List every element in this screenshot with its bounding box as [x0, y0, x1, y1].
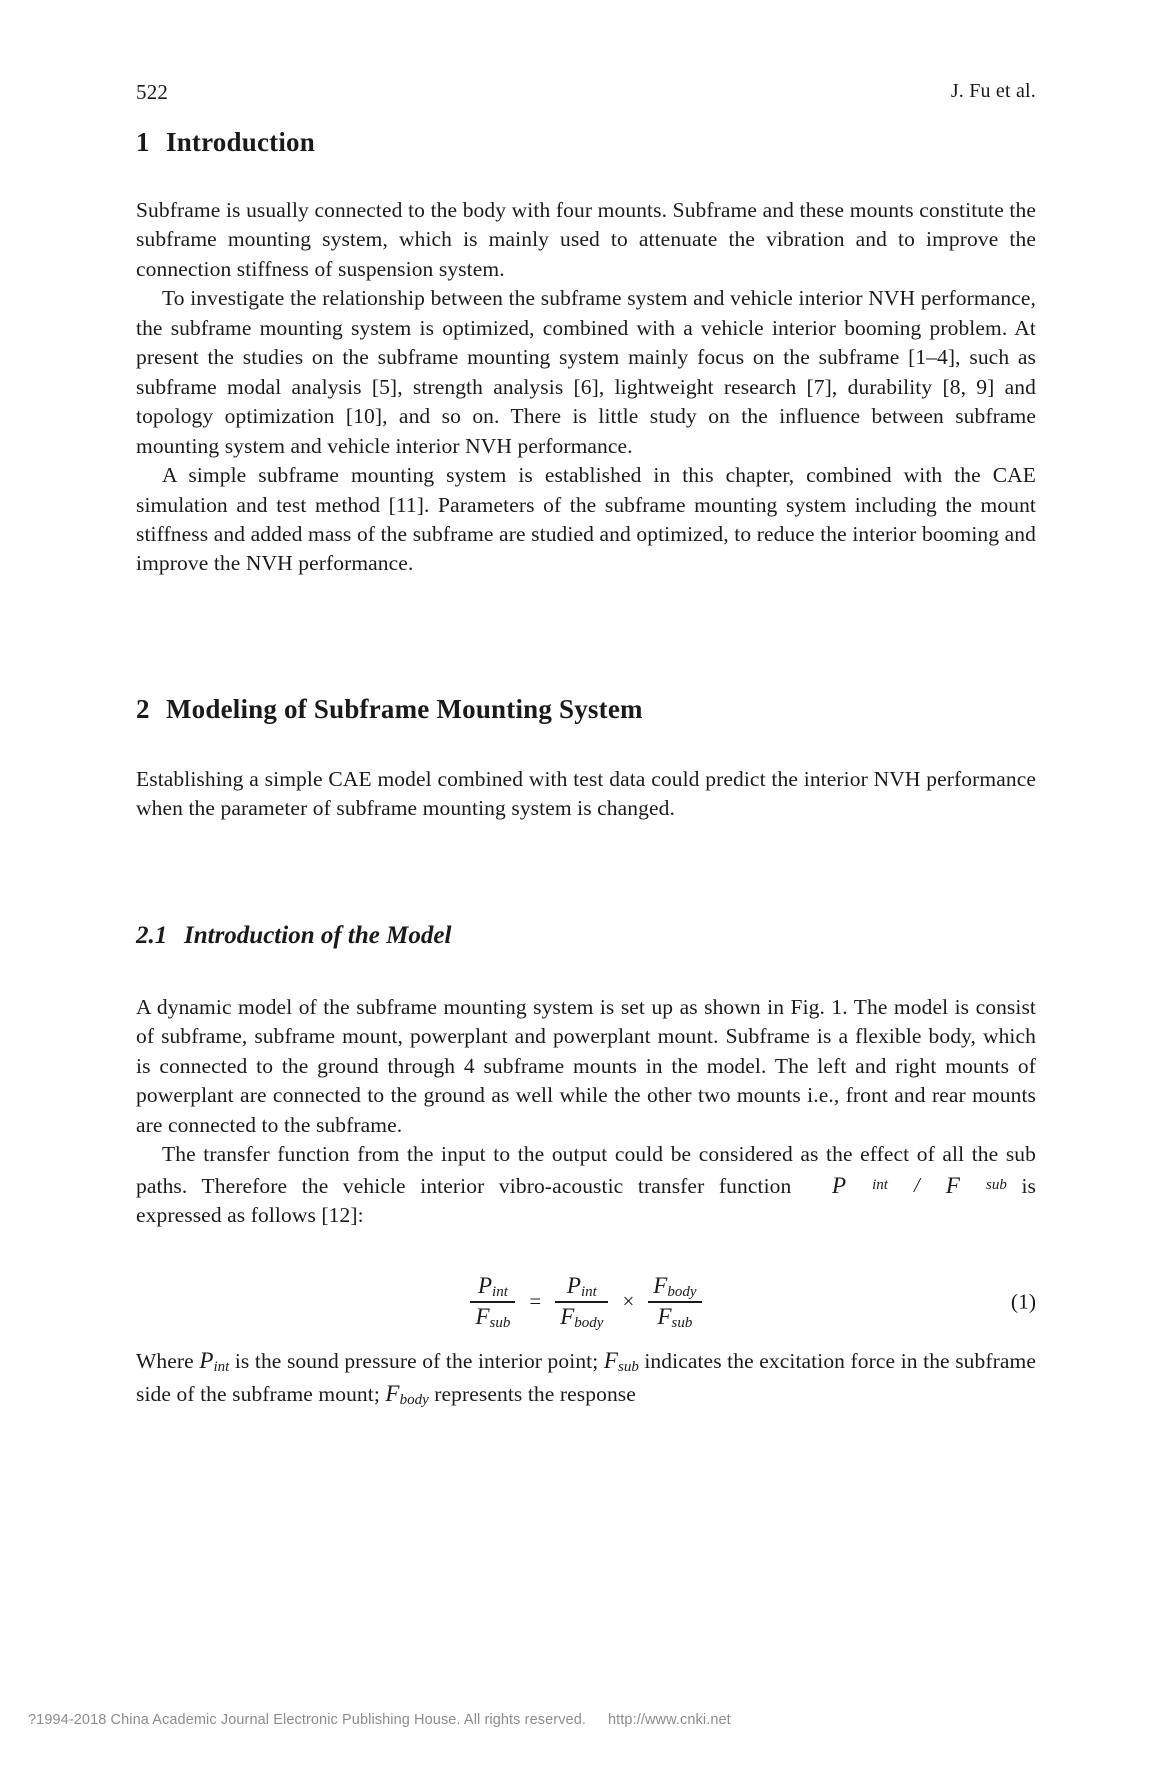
equation-number: (1) [1010, 1289, 1036, 1314]
running-head [136, 80, 1036, 105]
page-number: 522 [136, 80, 169, 104]
paragraph-text: indicates the excitation force in the subframe side of the subframe mount; [136, 1349, 1037, 1406]
inline-math-pint-fsub: P int / F sub [831, 1172, 1007, 1198]
subsection-number: 2.1 [136, 922, 168, 949]
equals-sign: = [529, 1289, 542, 1314]
subsection-title: Introduction of the Model [184, 922, 452, 949]
section-heading-introduction [136, 127, 315, 158]
paragraph-text: is the sound pressure of the interior point; [229, 1349, 604, 1373]
inline-math-fsub: Fsub [603, 1348, 639, 1375]
fraction-pint-over-fbody: $\frac{\text{Pint}}{\text{Fbody}}$ [555, 1273, 608, 1332]
paragraph: To investigate the relationship between the subframe system and vehicle interior NVH performance, the subframe mounting system is optimized, combined with a vehicle interior booming problem. At present the studies on the subframe mounting system mainly focus on the subframe [1–4], such as subframe modal analysis [5], strength analysis [6], lightweight research [7], durability [8, 9] and topology optimization [10], and so on. There is little study on the influence between subframe mounting system and vehicle interior NVH performance. [136, 286, 1036, 458]
paragraph-text: is expressed as follows [12]: [136, 1173, 1037, 1228]
fraction-pint-over-fsub: $\frac{\text{Pint}}{\text{Fsub}}$ [470, 1273, 515, 1332]
paragraph-with-inline-math [136, 1345, 1036, 1410]
introduction-body [136, 196, 1036, 579]
section-number: 1 [136, 127, 150, 157]
page-footer [28, 1712, 731, 1728]
section-title: Introduction [166, 127, 315, 157]
multiplication-sign: × [622, 1289, 635, 1314]
section-number: 2 [136, 694, 150, 724]
paragraph: A dynamic model of the subframe mounting system is set up as shown in Fig. 1. The model is consist of subframe, subframe mount, powerplant and powerplant mount. Subframe is a flexible body, which is connected to the ground through 4 subframe mounts in the model. The left and right mounts of powerplant are connected to the ground as well while the other two mounts i.e., front and rear mounts are connected to the subframe. [136, 995, 1036, 1137]
inline-math-fbody: Fbody [385, 1380, 429, 1408]
paragraph: Subframe is usually connected to the body with four mounts. Subframe and these mounts constitute the subframe mounting system, which is mainly used to attenuate the vibration and to improve the connection stiffness of suspension system. [136, 198, 1036, 281]
fraction-fbody-over-fsub: $\frac{\text{Fbody}}{\text{Fsub}}$ [648, 1273, 701, 1332]
paragraph-with-inline-math [136, 1140, 1036, 1230]
subsection-heading-model-introduction [136, 922, 451, 950]
running-head-authors: J. Fu et al. [950, 80, 1036, 102]
paragraph-text: The transfer function from the input to the output could be considered as the effect of all the sub paths. Therefore the vehicle interior vibro-acoustic transfer function [136, 1142, 1036, 1198]
paragraph: A simple subframe mounting system is established in this chapter, combined with the CAE simulation and test method [11]. Parameters of the subframe mounting system including the mount stiffness and added mass of the subframe are studied and optimized, to reduce the interior booming and improve the NVH performance. [136, 463, 1036, 576]
modeling-body [136, 765, 1036, 824]
equation-expression [470, 1273, 701, 1332]
paragraph-text: Where [136, 1349, 200, 1373]
equation-block [136, 1266, 1036, 1338]
paragraph-text: represents the response [428, 1381, 636, 1406]
model-introduction-body [136, 993, 1036, 1231]
section-heading-modeling [136, 694, 643, 725]
section-title: Modeling of Subframe Mounting System [166, 694, 643, 724]
footer-copyright: ?1994-2018 China Academic Journal Electronic Publishing House. All rights reserved. [28, 1712, 586, 1728]
footer-url: http://www.cnki.net [608, 1712, 731, 1728]
post-equation-body [136, 1345, 1036, 1410]
inline-math-pint: Pint [199, 1348, 230, 1375]
paragraph: Establishing a simple CAE model combined with test data could predict the interior NVH performance when the parameter of subframe mounting system is changed. [136, 767, 1036, 821]
